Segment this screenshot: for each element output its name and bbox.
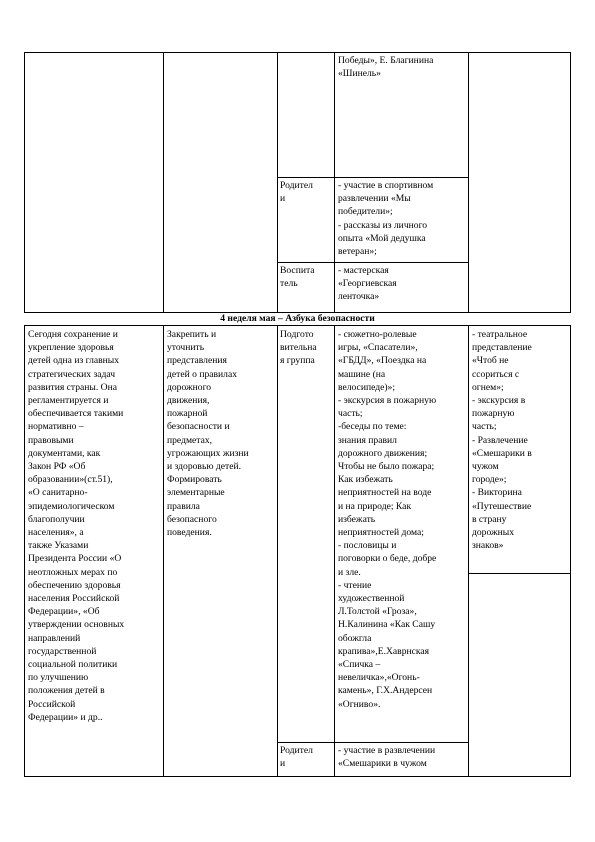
- text-line: образовании»(ст.51),: [28, 474, 113, 486]
- roditeli-label-cell: [280, 179, 332, 205]
- text-line: игры, «Спасатели»,: [338, 342, 418, 354]
- table-border-col4: [468, 52, 469, 312]
- text-line: -беседы по теме:: [338, 421, 407, 433]
- text-line: «ГБДД», «Поездка на: [338, 355, 427, 367]
- text-line: и здоровью детей.: [167, 461, 242, 473]
- text-line: - участие в развлечении: [338, 745, 436, 756]
- text-line: огнем»;: [472, 381, 504, 393]
- text-line: машине (на: [338, 368, 386, 380]
- text-line: правила: [167, 500, 200, 512]
- text-line: Подгото: [280, 329, 314, 340]
- text-line: невеличка»,«Огонь-: [338, 672, 420, 684]
- text-line: пожарную: [472, 408, 515, 420]
- text-line: Победы», Е. Благинина: [338, 55, 434, 66]
- text-line: часть;: [472, 421, 497, 433]
- text-line: поведения.: [167, 527, 212, 539]
- table-border-col2: [277, 52, 278, 312]
- text-line: правовыми: [28, 434, 74, 446]
- text-line: населения», а: [28, 527, 84, 539]
- table-border-col4-lower: [468, 326, 469, 776]
- table-border-left: [24, 52, 25, 312]
- text-line: социальной политики: [28, 659, 118, 671]
- table-rule-week-bottom: [24, 325, 571, 326]
- text-line: движения,: [167, 395, 210, 407]
- text-line: - участие в спортивном: [338, 180, 434, 191]
- table-rule-bottom-row: [277, 742, 469, 743]
- text-line: часть;: [338, 408, 363, 420]
- text-line: безопасного: [167, 513, 217, 525]
- table-rule-vospitateli: [277, 262, 469, 263]
- text-line: развлечении «Мы: [338, 193, 411, 205]
- text-line: тель: [280, 278, 298, 290]
- text-line: неприятностей на воде: [338, 487, 432, 499]
- bottom-roditeli-content-cell: [338, 744, 465, 770]
- text-line: Н.Калинина «Как Сашу: [338, 619, 436, 631]
- text-line: - Викторина: [472, 487, 522, 499]
- table-border-col1: [163, 52, 164, 312]
- text-line: «Путешествие: [472, 500, 532, 512]
- table-rule-top: [24, 52, 571, 53]
- main-col2-cell: [167, 328, 274, 539]
- week-header-text: 4 неделя мая – Азбука безопасности: [220, 313, 375, 324]
- text-line: дорожного: [167, 381, 212, 393]
- text-line: неотложных мерах по: [28, 566, 118, 578]
- text-line: ленточка»: [338, 291, 380, 303]
- main-col1-cell: [28, 328, 160, 724]
- text-line: представление: [472, 342, 532, 354]
- text-line: обожгла: [338, 632, 372, 644]
- text-line: - Развлечение: [472, 434, 528, 446]
- text-line: Сегодня сохранение и: [28, 329, 118, 340]
- text-line: угрожающих жизни: [167, 447, 249, 459]
- text-line: крапива»,Е.Хаврнская: [338, 645, 430, 657]
- text-line: «Огниво».: [338, 698, 381, 710]
- text-line: - сюжетно-ролевые: [338, 329, 417, 340]
- text-line: Чтобы не было пожара;: [338, 461, 435, 473]
- text-line: знания правил: [338, 434, 397, 446]
- text-line: Федерации» и др..: [28, 711, 103, 723]
- main-col4-cell: [338, 328, 465, 711]
- text-line: «Георгиевская: [338, 278, 397, 290]
- text-line: благополучии: [28, 513, 85, 525]
- text-line: - экскурсия в: [472, 395, 526, 407]
- text-line: городе»;: [472, 474, 507, 486]
- text-line: Формировать: [167, 474, 222, 486]
- text-line: обеспечению здоровья: [28, 579, 121, 591]
- text-line: я группа: [280, 355, 315, 367]
- text-line: регламентируется и: [28, 395, 109, 407]
- text-line: предметах,: [167, 434, 213, 446]
- text-line: безопасности и: [167, 421, 230, 433]
- text-line: - пословицы и: [338, 540, 397, 552]
- text-line: укрепление здоровья: [28, 342, 114, 354]
- text-line: положения детей в: [28, 685, 105, 697]
- vospitateli-content-cell: [338, 264, 465, 304]
- roditeli-content-cell: [338, 179, 465, 258]
- text-line: неприятностей дома;: [338, 527, 424, 539]
- text-line: поговорки о беде, добре: [338, 553, 437, 565]
- text-line: - экскурсия в пожарную: [338, 395, 437, 407]
- text-line: детей о правилах: [167, 368, 238, 380]
- bottom-roditeli-label-cell: [280, 744, 332, 770]
- text-line: велосипеде)»;: [338, 381, 396, 393]
- text-line: и: [280, 758, 286, 770]
- text-line: знаков»: [472, 540, 504, 552]
- text-line: - театральное: [472, 329, 528, 340]
- text-line: и: [280, 193, 286, 205]
- text-line: вительна: [280, 342, 317, 354]
- text-line: Российской: [28, 698, 76, 710]
- text-line: утверждении основных: [28, 619, 125, 631]
- text-line: нормативно –: [28, 421, 84, 433]
- text-line: направлений: [28, 632, 81, 644]
- table-border-col1-lower: [163, 326, 164, 776]
- text-line: - чтение: [338, 579, 372, 591]
- text-line: ветеран»;: [338, 246, 377, 258]
- text-line: и зле.: [338, 566, 361, 578]
- table-border-left-lower: [24, 326, 25, 776]
- text-line: - рассказы из личного: [338, 219, 428, 231]
- text-line: дорожных: [472, 527, 515, 539]
- table-border-col3: [334, 52, 335, 312]
- text-line: - мастерская: [338, 265, 389, 276]
- text-line: также Указами: [28, 540, 89, 552]
- text-line: документами, как: [28, 447, 101, 459]
- text-line: представления: [167, 355, 227, 367]
- table-rule-roditeli: [277, 177, 469, 178]
- text-line: Закон РФ «Об: [28, 461, 86, 473]
- main-col3-cell: [280, 328, 332, 368]
- text-line: чужом: [472, 461, 499, 473]
- text-line: по улучшению: [28, 672, 89, 684]
- text-line: «Спичка –: [338, 659, 381, 671]
- text-line: уточнить: [167, 342, 205, 354]
- table-border-col2-lower: [277, 326, 278, 776]
- text-line: победители»;: [338, 206, 393, 218]
- text-line: камень», Г.Х.Андерсен: [338, 685, 433, 697]
- text-line: «Смешарики в чужом: [338, 758, 427, 770]
- text-line: элементарные: [167, 487, 225, 499]
- main-col5-cell: [472, 328, 567, 552]
- table-border-right: [570, 52, 571, 312]
- text-line: «Шинель»: [338, 68, 381, 80]
- table-rule-col5-bottom: [468, 573, 571, 574]
- text-line: «Смешарики в: [472, 447, 532, 459]
- text-line: Закрепить и: [167, 329, 217, 340]
- text-line: развития страны. Она: [28, 381, 117, 393]
- text-line: Президента России «О: [28, 553, 122, 565]
- table-rule-bottom: [24, 776, 571, 777]
- text-line: дорожного движения;: [338, 447, 428, 459]
- week-header: [24, 313, 571, 325]
- text-line: Как избежать: [338, 474, 393, 486]
- text-line: государственной: [28, 645, 97, 657]
- table-border-right-lower: [570, 326, 571, 776]
- text-line: Л.Толстой «Гроза»,: [338, 606, 417, 618]
- text-line: Родител: [280, 745, 313, 756]
- text-line: пожарной: [167, 408, 208, 420]
- text-line: опыта «Мой дедушка: [338, 232, 426, 244]
- text-line: и на природе; Как: [338, 500, 412, 512]
- table-border-col3-lower: [334, 326, 335, 776]
- top-reading-cell: [338, 54, 465, 80]
- text-line: Федерации», «Об: [28, 606, 100, 618]
- text-line: детей одна из главных: [28, 355, 120, 367]
- text-line: «Чтоб не: [472, 355, 509, 367]
- text-line: «О санитарно-: [28, 487, 88, 499]
- text-line: в страну: [472, 513, 507, 525]
- vospitateli-label-cell: [280, 264, 332, 290]
- text-line: Воспита: [280, 265, 315, 276]
- text-line: населения Российской: [28, 593, 120, 605]
- text-line: Родител: [280, 180, 313, 191]
- text-line: художественной: [338, 593, 405, 605]
- text-line: стратегических задач: [28, 368, 116, 380]
- text-line: ссориться с: [472, 368, 520, 380]
- text-line: избежать: [338, 513, 376, 525]
- text-line: эпидемиологическом: [28, 500, 115, 512]
- text-line: обеспечивается такими: [28, 408, 124, 420]
